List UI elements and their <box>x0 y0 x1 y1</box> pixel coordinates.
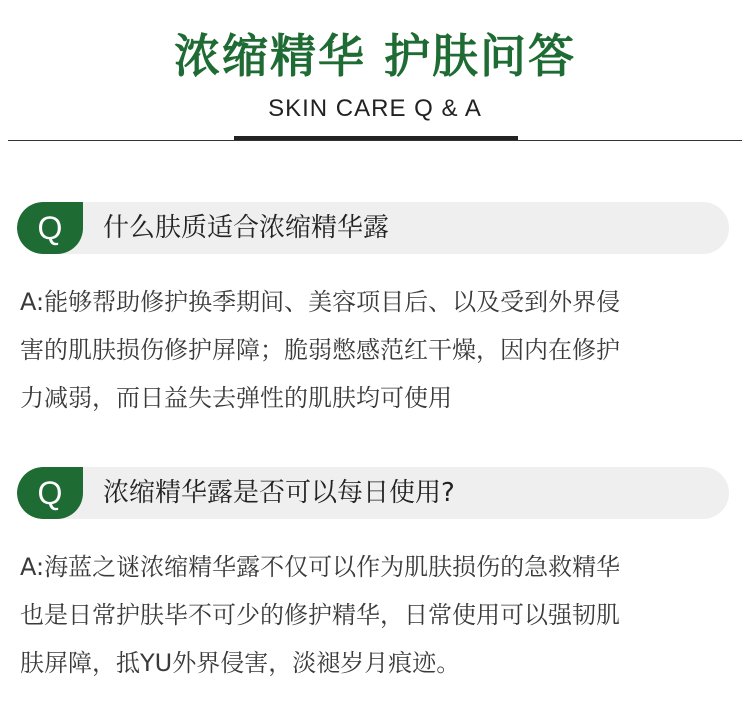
q-badge: Q <box>17 467 83 519</box>
header-underline-accent <box>234 136 518 140</box>
answer-line: 害的肌肤损伤修护屏障；脆弱憋感范红干燥，因内在修护 <box>20 336 620 364</box>
page-subtitle: SKIN CARE Q & A <box>268 95 482 122</box>
answer-block <box>20 278 732 422</box>
answer-line: 肤屏障，抵YU外界侵害，淡褪岁月痕迹。 <box>20 649 461 677</box>
header-divider <box>8 140 742 141</box>
answer-block <box>20 543 732 687</box>
question-bar <box>17 467 729 519</box>
question-bar <box>17 202 729 254</box>
question-text: 浓缩精华露是否可以每日使用? <box>103 478 455 508</box>
answer-line: 力减弱，而日益失去弹性的肌肤均可使用 <box>20 384 452 412</box>
question-text: 什么肤质适合浓缩精华露 <box>103 213 390 243</box>
answer-line: 也是日常护肤毕不可少的修护精华，日常使用可以强韧肌 <box>20 601 620 629</box>
answer-line: A:能够帮助修护换季期间、美容项目后、以及受到外界侵 <box>20 288 621 316</box>
page-title: 浓缩精华 护肤问答 <box>173 29 576 83</box>
q-badge: Q <box>17 202 83 254</box>
answer-line: A:海蓝之谜浓缩精华露不仅可以作为肌肤损伤的急救精华 <box>20 553 621 581</box>
